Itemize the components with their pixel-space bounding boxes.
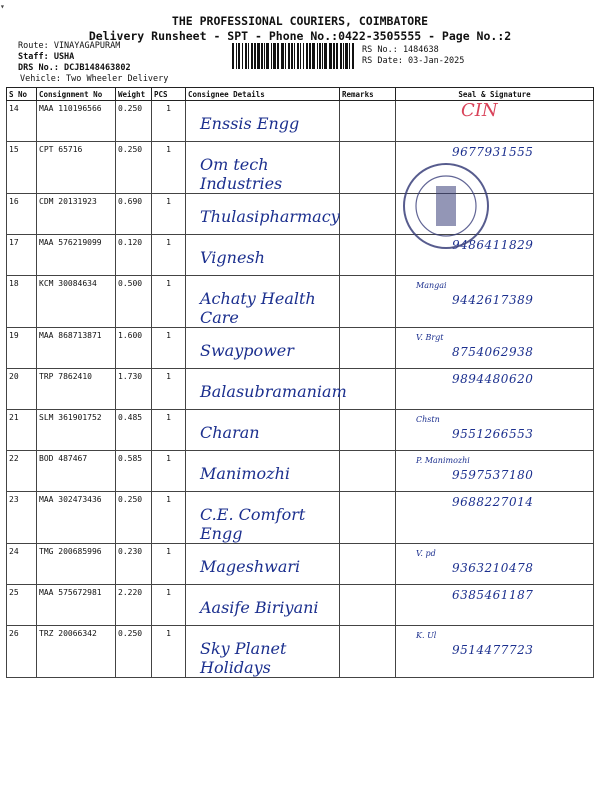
row-pcs (152, 410, 186, 451)
row-pcs (152, 451, 186, 492)
row-pcs-value: 1 (166, 197, 171, 206)
table-row (7, 235, 594, 276)
meta-left-block (18, 41, 168, 85)
row-weight (116, 235, 152, 276)
row-consignment-no: CPT 65716 (37, 142, 116, 194)
signature-text: V. Brgt (416, 333, 444, 342)
row-pcs-value: 1 (166, 454, 171, 463)
row-remarks (340, 451, 396, 492)
row-sno: 25 (7, 585, 37, 626)
row-sno: 18 (7, 276, 37, 328)
row-sno: 21 (7, 410, 37, 451)
row-seal-signature (396, 410, 594, 451)
row-pcs-value: 1 (166, 279, 171, 288)
consignee-name: Om tech Industries (200, 155, 283, 193)
row-consignment-no: MAA 576219099 (37, 235, 116, 276)
phone-number: 9894480620 (452, 372, 534, 386)
col-header-seal: Seal & Signature (396, 88, 594, 101)
row-weight-value: 0.250 (118, 104, 143, 113)
signature-text: V. pd (416, 549, 436, 558)
table-header-row (7, 88, 594, 101)
row-weight-value: 0.585 (118, 454, 143, 463)
row-pcs-value: 1 (166, 495, 171, 504)
row-consignee (186, 410, 340, 451)
row-consignment-no: MAA 302473436 (37, 492, 116, 544)
row-seal-signature (396, 585, 594, 626)
row-weight (116, 369, 152, 410)
signature-text: P. Manimozhi (416, 456, 470, 465)
phone-number: 9688227014 (452, 495, 534, 509)
phone-number: 6385461187 (452, 588, 534, 602)
consignee-name: Enssis Engg (200, 114, 300, 133)
consignee-name: Sky Planet Holidays (200, 639, 287, 677)
row-remarks (340, 410, 396, 451)
row-consignee (186, 194, 340, 235)
row-pcs-value: 1 (166, 104, 171, 113)
rubber-stamp (400, 160, 492, 252)
row-pcs-value: 1 (166, 629, 171, 638)
row-pcs-value: 1 (166, 413, 171, 422)
signature-text: Mangai (416, 281, 447, 290)
row-sno: 14 (7, 101, 37, 142)
table-row (7, 328, 594, 369)
company-title: THE PROFESSIONAL COURIERS, COIMBATORE (171, 14, 429, 28)
row-remarks (340, 492, 396, 544)
row-seal-signature (396, 328, 594, 369)
row-remarks (340, 585, 396, 626)
row-consignee (186, 328, 340, 369)
row-pcs-value: 1 (166, 372, 171, 381)
row-weight-value: 0.500 (118, 279, 143, 288)
row-consignee (186, 585, 340, 626)
table-row (7, 194, 594, 235)
table-row (7, 544, 594, 585)
phone-number: 9486411829 (452, 238, 534, 252)
row-sno: 19 (7, 328, 37, 369)
row-pcs (152, 369, 186, 410)
runsheet-table (6, 87, 594, 678)
row-pcs-value: 1 (166, 331, 171, 340)
row-consignment-no: SLM 361901752 (37, 410, 116, 451)
consignee-name: Balasubramaniam (200, 382, 347, 401)
row-sno: 23 (7, 492, 37, 544)
consignee-name: Manimozhi (200, 464, 290, 483)
row-weight (116, 544, 152, 585)
col-header-weight: Weight (116, 88, 152, 101)
row-seal-signature (396, 626, 594, 678)
table-row (7, 585, 594, 626)
row-consignee (186, 492, 340, 544)
table-row (7, 492, 594, 544)
table-row (7, 369, 594, 410)
row-weight-value: 0.230 (118, 547, 143, 556)
row-weight-value: 2.220 (118, 588, 143, 597)
row-consignment-no: TRZ 20066342 (37, 626, 116, 678)
row-weight-value: 0.690 (118, 197, 143, 206)
row-pcs-value: 1 (166, 547, 171, 556)
row-weight-value: 1.600 (118, 331, 143, 340)
row-consignment-no: MAA 110196566 (37, 101, 116, 142)
row-sno: 24 (7, 544, 37, 585)
row-remarks (340, 142, 396, 194)
row-sno: 20 (7, 369, 37, 410)
row-weight (116, 492, 152, 544)
phone-number: 9363210478 (452, 561, 534, 575)
row-weight-value: 0.485 (118, 413, 143, 422)
consignee-name: Thulasipharmacy (200, 207, 340, 226)
signature-text: K. Ul (416, 631, 437, 640)
row-seal-signature (396, 451, 594, 492)
staff-text: Staff: USHA (18, 52, 75, 62)
row-remarks (340, 235, 396, 276)
col-header-consignee: Consignee Details (186, 88, 340, 101)
row-weight-value: 0.250 (118, 495, 143, 504)
col-header-consignment: Consignment No (37, 88, 116, 101)
col-header-remarks: Remarks (340, 88, 396, 101)
row-consignee (186, 369, 347, 410)
row-remarks (340, 328, 396, 369)
row-sno: 26 (7, 626, 37, 678)
row-weight (116, 451, 152, 492)
signature-text: CIN (461, 100, 498, 121)
row-pcs (152, 328, 186, 369)
row-seal-signature (396, 101, 594, 142)
consignee-name: Achaty Health Care (200, 289, 316, 327)
phone-number: 8754062938 (452, 345, 534, 359)
row-sno: 15 (7, 142, 37, 194)
row-consignment-no: TMG 200685996 (37, 544, 116, 585)
row-weight (116, 585, 152, 626)
row-pcs (152, 544, 186, 585)
edge-mark: ▾ (0, 2, 5, 11)
row-weight-value: 0.120 (118, 238, 143, 247)
row-pcs (152, 585, 186, 626)
consignee-name: Charan (200, 423, 260, 442)
meta-right-block (362, 45, 464, 67)
row-remarks (340, 194, 396, 235)
row-pcs (152, 235, 186, 276)
phone-number: 9677931555 (452, 145, 534, 159)
row-seal-signature (396, 276, 594, 328)
row-consignee (186, 626, 340, 678)
row-weight (116, 626, 152, 678)
drs-text: DRS No.: DCJB148463802 (18, 63, 131, 73)
phone-number: 9442617389 (452, 293, 534, 307)
row-remarks (340, 101, 396, 142)
row-consignee (186, 142, 340, 194)
col-header-sno: S No (7, 88, 37, 101)
row-consignment-no: MAA 575672981 (37, 585, 116, 626)
rs-date-text: RS Date: 03-Jan-2025 (362, 56, 465, 66)
consignee-name: Mageshwari (200, 557, 301, 576)
signature-text: Chstn (416, 415, 440, 424)
row-pcs (152, 101, 186, 142)
row-weight (116, 142, 152, 194)
table-row (7, 626, 594, 678)
row-sno: 22 (7, 451, 37, 492)
row-consignment-no: CDM 20131923 (37, 194, 116, 235)
row-weight (116, 101, 152, 142)
table-row (7, 142, 594, 194)
phone-number: 9597537180 (452, 468, 534, 482)
row-consignee (186, 451, 340, 492)
row-consignment-no: KCM 30084634 (37, 276, 116, 328)
table-row (7, 101, 594, 142)
rs-number-text: RS No.: 1484638 (362, 45, 439, 55)
row-sno: 16 (7, 194, 37, 235)
row-weight-value: 1.730 (118, 372, 143, 381)
row-pcs (152, 142, 186, 194)
row-weight-value: 0.250 (118, 145, 143, 154)
row-remarks (340, 544, 396, 585)
row-weight (116, 410, 152, 451)
row-pcs (152, 276, 186, 328)
consignee-name: Swaypower (200, 341, 294, 360)
row-pcs (152, 626, 186, 678)
barcode-image (232, 43, 354, 69)
consignee-name: Vignesh (200, 248, 265, 267)
phone-number: 9514477723 (452, 643, 534, 657)
row-weight (116, 194, 152, 235)
row-sno: 17 (7, 235, 37, 276)
row-remarks (340, 369, 396, 410)
row-consignment-no: TRP 7862410 (37, 369, 116, 410)
row-consignee (186, 101, 340, 142)
row-remarks (340, 626, 396, 678)
row-seal-signature (396, 492, 594, 544)
consignee-name: C.E. Comfort Engg (200, 505, 306, 543)
row-pcs-value: 1 (166, 588, 171, 597)
row-weight (116, 276, 152, 328)
row-pcs-value: 1 (166, 238, 171, 247)
vehicle-text: Vehicle: Two Wheeler Delivery (20, 74, 169, 84)
table-row (7, 276, 594, 328)
table-row (7, 451, 594, 492)
table-row (7, 410, 594, 451)
row-consignment-no: BOD 487467 (37, 451, 116, 492)
row-pcs (152, 492, 186, 544)
row-consignee (186, 235, 340, 276)
row-consignee (186, 544, 340, 585)
row-consignment-no: MAA 868713871 (37, 328, 116, 369)
runsheet-subtitle: Delivery Runsheet - SPT - Phone No.:0422-3505555 - Page No.:2 (88, 29, 512, 43)
consignee-name: Aasife Biriyani (200, 598, 319, 617)
row-seal-signature (396, 369, 594, 410)
phone-number: 9551266553 (452, 427, 534, 441)
row-seal-signature (396, 544, 594, 585)
col-header-pcs: PCS (152, 88, 186, 101)
row-weight-value: 0.250 (118, 629, 143, 638)
row-weight (116, 328, 152, 369)
row-remarks (340, 276, 396, 328)
row-pcs (152, 194, 186, 235)
row-consignee (186, 276, 340, 328)
route-text: Route: VINAYAGAPURAM (18, 41, 121, 51)
row-pcs-value: 1 (166, 145, 171, 154)
